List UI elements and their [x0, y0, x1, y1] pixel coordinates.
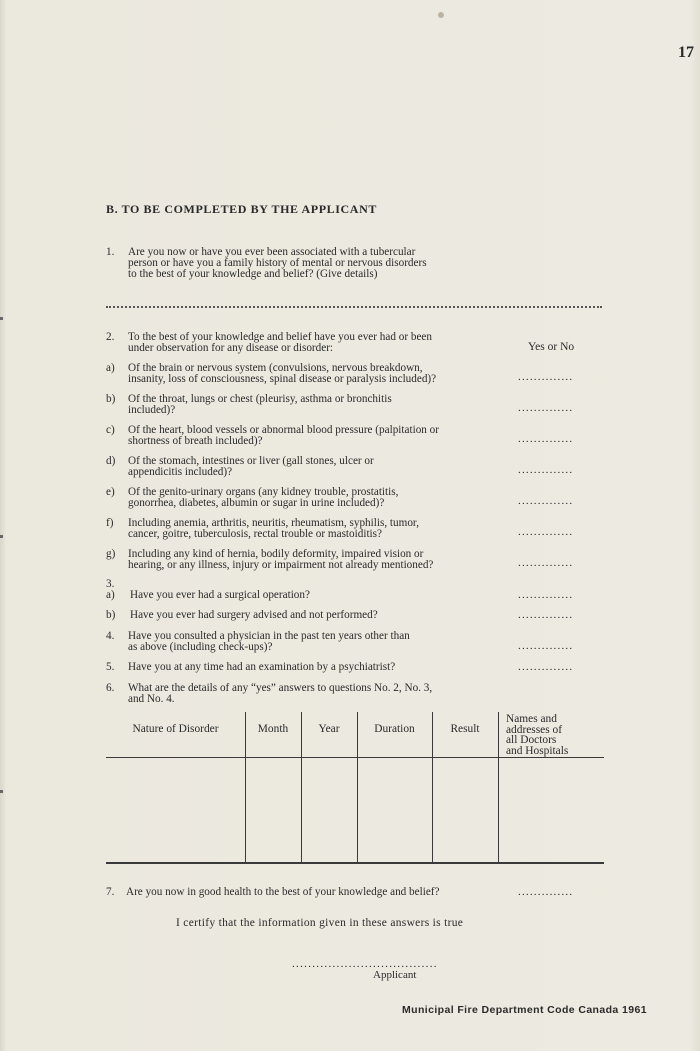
- q2e-line: Of the genito-urinary organs (any kidney trouble, prostatitis,: [128, 486, 399, 498]
- q4-number: 4.: [106, 630, 115, 642]
- disorders-table: [106, 712, 604, 864]
- th-names-line: and Hospitals: [506, 744, 569, 757]
- q6-line: and No. 4.: [128, 692, 175, 705]
- binding-mark: [0, 790, 3, 793]
- q2d-label: d): [106, 455, 116, 467]
- q2a-label: a): [106, 362, 115, 374]
- q2c-label: c): [106, 424, 115, 436]
- q3a-label: a): [106, 589, 115, 601]
- q3b-label: b): [106, 609, 116, 621]
- q2g-line: hearing, or any illness, injury or impairment not already mentioned?: [128, 558, 434, 571]
- q2c-line: Of the heart, blood vessels or abnormal blood pressure (palpitation or: [128, 424, 439, 436]
- q7-text: Are you now in good health to the best of your knowledge and belief?: [126, 886, 440, 898]
- q2g-line: Including any kind of hernia, bodily deformity, impaired vision or: [128, 548, 424, 560]
- q2f-answer[interactable]: ..............: [518, 526, 574, 538]
- th-names: [506, 714, 602, 756]
- q2f-text: [128, 518, 419, 540]
- signature-label: Applicant: [373, 969, 417, 981]
- q2e-line: gonorrhea, diabetes, albumin or sugar in urine included)?: [128, 496, 385, 509]
- table-divider: [432, 712, 433, 862]
- binding-mark: [0, 535, 3, 538]
- q4-answer[interactable]: ..............: [518, 640, 574, 652]
- q2d-line: Of the stomach, intestines or liver (gall stones, ulcer or: [128, 455, 374, 467]
- q2-line: under observation for any disease or disorder:: [128, 341, 334, 354]
- th-names-line: all Doctors: [506, 734, 557, 746]
- table-divider: [357, 712, 358, 862]
- q2c-answer[interactable]: ..............: [518, 433, 574, 445]
- q2a-line: Of the brain or nervous system (convulsions, nervous breakdown,: [128, 362, 423, 374]
- q7-number: 7.: [106, 886, 115, 898]
- q4-text: [128, 631, 410, 653]
- q6-number: 6.: [106, 682, 115, 694]
- table-header-rule: [301, 757, 357, 758]
- table-header-rule: [498, 757, 604, 758]
- q2b-line: included)?: [128, 403, 176, 416]
- q2b-answer[interactable]: ..............: [518, 402, 574, 414]
- table-header-rule: [432, 757, 498, 758]
- q2b-line: Of the throat, lungs or chest (pleurisy, asthma or bronchitis: [128, 393, 392, 405]
- q2b-label: b): [106, 393, 116, 405]
- q2c-line: shortness of breath included)?: [128, 434, 263, 447]
- table-header-rule: [106, 757, 245, 758]
- q2e-answer[interactable]: ..............: [518, 495, 574, 507]
- yes-no-header: Yes or No: [528, 341, 575, 353]
- q1-line: to the best of your knowledge and belief? (Give details): [128, 267, 378, 280]
- q4-line: as above (including check-ups)?: [128, 640, 273, 653]
- q2c-text: [128, 425, 439, 447]
- th-month: Month: [257, 723, 289, 735]
- th-year: Year: [318, 723, 340, 735]
- q2g-answer[interactable]: ..............: [518, 557, 574, 569]
- q5-answer[interactable]: ..............: [518, 661, 574, 673]
- th-names-line: Names and: [506, 713, 557, 725]
- q2g-text: [128, 549, 433, 571]
- q2e-label: e): [106, 486, 115, 498]
- certification-statement: I certify that the information given in these answers is true: [176, 917, 464, 929]
- q3-number: 3.: [106, 578, 115, 590]
- q4-line: Have you consulted a physician in the past ten years other than: [128, 630, 410, 642]
- q1-text: [128, 247, 427, 279]
- table-divider: [301, 712, 302, 862]
- q2-text: [128, 332, 432, 354]
- q2a-text: [128, 363, 436, 385]
- q1-line: person or have you a family history of mental or nervous disorders: [128, 256, 427, 269]
- q6-text: [128, 683, 432, 705]
- q2b-text: [128, 394, 392, 416]
- th-result: Result: [450, 723, 480, 735]
- q7-answer[interactable]: ..............: [518, 886, 574, 898]
- q2-number: 2.: [106, 331, 115, 343]
- q2f-line: Including anemia, arthritis, neuritis, rheumatism, syphilis, tumor,: [128, 517, 420, 529]
- th-names-line: addresses of: [506, 723, 562, 736]
- q1-number: 1.: [106, 246, 115, 258]
- q2a-line: insanity, loss of consciousness, spinal disease or paralysis included)?: [128, 372, 437, 385]
- q3a-answer[interactable]: ..............: [518, 589, 574, 601]
- page-footer: Municipal Fire Department Code Canada 1961: [402, 1004, 647, 1016]
- q2g-label: g): [106, 548, 116, 560]
- table-header-rule: [245, 757, 301, 758]
- q1-answer-line[interactable]: [106, 306, 602, 308]
- paper-blemish: [438, 12, 444, 18]
- q5-number: 5.: [106, 661, 115, 673]
- th-duration: Duration: [374, 723, 415, 735]
- table-divider: [245, 712, 246, 862]
- q3b-answer[interactable]: ..............: [518, 609, 574, 621]
- q2f-label: f): [106, 517, 114, 529]
- q5-text: Have you at any time had an examination by a psychiatrist?: [128, 661, 396, 673]
- q3b-text: Have you ever had surgery advised and not performed?: [130, 609, 378, 621]
- q1-line: Are you now or have you ever been associated with a tubercular: [128, 246, 416, 258]
- q2e-text: [128, 487, 398, 509]
- q2a-answer[interactable]: ..............: [518, 371, 574, 383]
- th-nature: Nature of Disorder: [132, 723, 219, 735]
- q2d-text: [128, 456, 374, 478]
- q2-line: To the best of your knowledge and belief have you ever had or been: [128, 331, 432, 343]
- q6-line: What are the details of any “yes” answers to questions No. 2, No. 3,: [128, 682, 433, 694]
- binding-mark: [0, 317, 3, 320]
- q2d-answer[interactable]: ..............: [518, 464, 574, 476]
- q2d-line: appendicitis included)?: [128, 465, 233, 478]
- signature-line[interactable]: ....................................: [292, 958, 438, 970]
- q3a-text: Have you ever had a surgical operation?: [130, 589, 310, 601]
- table-divider: [498, 712, 499, 862]
- q2f-line: cancer, goitre, tuberculosis, rectal trouble or mastoiditis?: [128, 527, 382, 540]
- table-header-rule: [357, 757, 432, 758]
- section-title: B. TO BE COMPLETED BY THE APPLICANT: [106, 202, 377, 216]
- table-bottom-rule: [106, 862, 604, 864]
- page-number: 17: [678, 44, 694, 61]
